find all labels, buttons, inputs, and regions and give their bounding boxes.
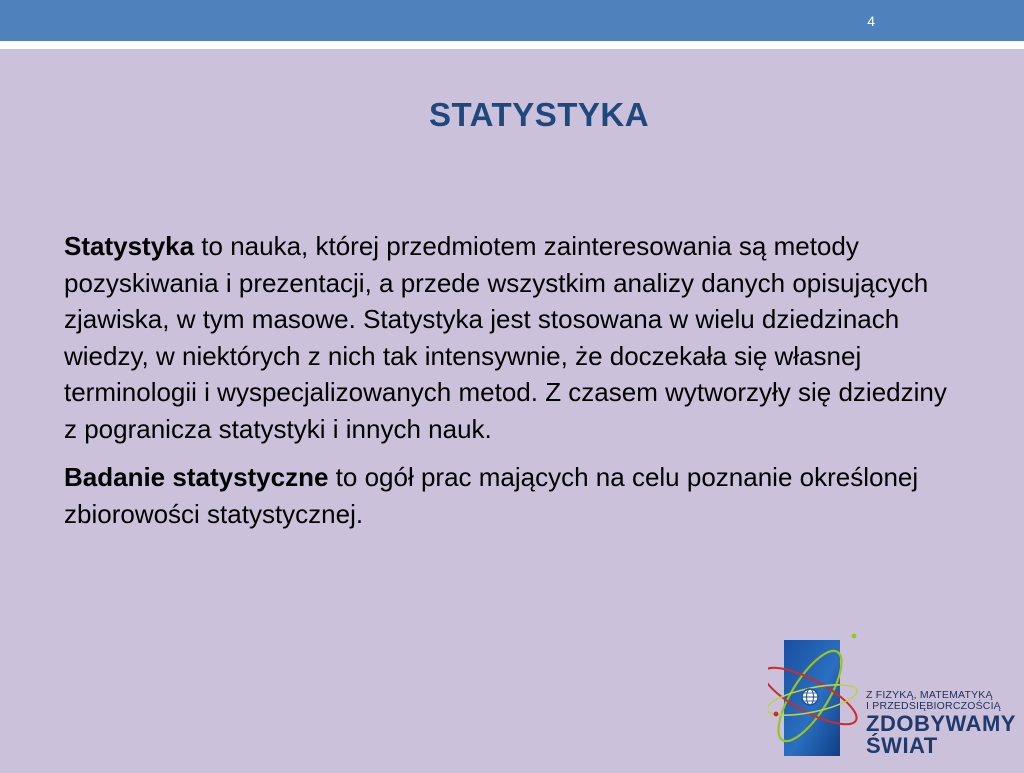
- logo-tagline-line2: I PRZEDSIĘBIORCZOŚCIĄ: [866, 700, 1001, 712]
- paragraph-statystyka: [64, 228, 954, 447]
- project-logo: [768, 626, 1024, 768]
- term-badanie-statystyczne: Badanie statystyczne: [64, 462, 329, 492]
- definition-statystyka: to nauka, której przedmiotem zainteresowania są metody pozyskiwania i prezentacji, a przede wszystkim analizy danych opisujących zjawiska, w tym masowe. Statystyka jest stosowana w wielu dziedzinach wiedzy, w niektórych z nich tak intensywnie, że doczekała się własnej terminologii i wyspecjalizowanych metod. Z czasem wytworzyły się dziedziny z pogranicza statystyki i innych nauk.: [64, 231, 947, 444]
- logo-wordmark-line1: ZDOBYWAMY: [866, 711, 1016, 736]
- slide-title: STATYSTYKA: [428, 96, 650, 133]
- slide-content: [64, 228, 954, 544]
- page-number: 4: [867, 13, 875, 29]
- definition-badanie-statystyczne: to ogół prac mających na celu poznanie określonej zbiorowości statystycznej.: [64, 462, 919, 529]
- logo-tagline-line1: Z FIZYKĄ, MATEMATYKĄ: [866, 689, 993, 701]
- logo-tagline: [866, 690, 1001, 712]
- paragraph-badanie-statystyczne: [64, 459, 954, 532]
- logo-wordmark: [866, 713, 1016, 757]
- term-statystyka: Statystyka: [64, 231, 195, 261]
- top-bar-divider: [0, 41, 1024, 49]
- logo-wordmark-line2: ŚWIAT: [866, 733, 938, 758]
